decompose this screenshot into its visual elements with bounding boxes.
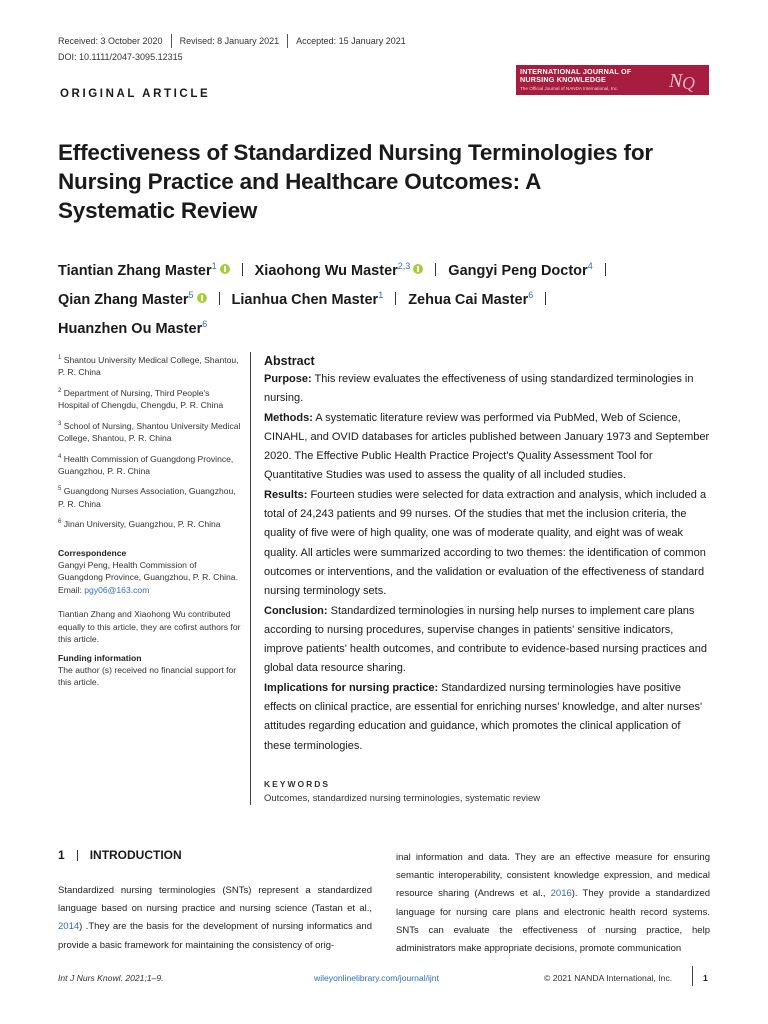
- journal-name: [520, 68, 631, 84]
- orcid-icon[interactable]: [220, 264, 230, 274]
- abstract-heading: Abstract: [264, 354, 315, 368]
- journal-subtitle: The Official Journal of NANDA International, Inc.: [520, 86, 619, 91]
- article-title: Effectiveness of Standardized Nursing Terminologies for Nursing Practice and Healthcare Outcomes: A Systematic Review: [58, 140, 653, 223]
- affiliation: $^3$ School of Nursing, Shantou University Medical College, Shantou, P. R. China: [58, 420, 241, 444]
- footer-copyright: © 2021 NANDA International, Inc.: [544, 973, 673, 983]
- keywords-text: Outcomes, standardized nursing terminologies, systematic review: [264, 793, 541, 804]
- citation-link[interactable]: 2014: [58, 921, 80, 933]
- affiliation: $^1$ Shantou University Medical College, Shantou, P. R. China: [58, 354, 239, 378]
- section-divider: [77, 850, 78, 861]
- revised-date: Revised: 8 January 2021: [179, 36, 280, 46]
- abstract-conclusion: Conclusion: Standardized terminologies in nursing help nurses to implement care plans according to nursing procedures, supervise changes in patients' sensitive indicators, improve patients' health outcomes, and contribute to evidence-based nursing practices and global data resource sharing.: [264, 604, 707, 675]
- footer-divider: [692, 966, 693, 986]
- abstract-purpose: Purpose: This review evaluates the effectiveness of using standardized terminologies in nursing.: [264, 373, 694, 405]
- author-divider: [242, 263, 243, 276]
- section-title: INTRODUCTION: [89, 848, 182, 862]
- abstract-results: Results: Fourteen studies were selected for data extraction and analysis, which included a total of 24,243 patients and 99 nurses. Of the studies that met the inclusion criteria, the quality of five were of high quality, one was of moderate quality, and eight was of weak quality. All articles were summarized according to two themes: the identification of common outcomes or interventions, and the validation or evaluation of the effectiveness of standard nursing terminology sets.: [264, 488, 707, 598]
- citation-link[interactable]: 2016: [550, 888, 572, 900]
- author-divider: [219, 292, 220, 305]
- accepted-date: Accepted: 15 January 2021: [296, 36, 406, 46]
- orcid-icon[interactable]: [413, 264, 423, 274]
- author-divider: [395, 292, 396, 305]
- journal-banner: [516, 65, 709, 95]
- abstract-methods: Methods: A systematic literature review was performed via PubMed, Web of Science, CINAHL, and OVID databases for articles published between January 1973 and September 2020. The Effective Public Health Practice Project's Quality Assessment Tool for Quantitative Studies was used to assess the quality of all included studies.: [264, 411, 710, 482]
- date-divider: [287, 34, 288, 48]
- funding-heading: Funding information: [58, 652, 142, 663]
- author-divider: [545, 292, 546, 305]
- orcid-icon[interactable]: [197, 293, 207, 303]
- abstract-implications: Implications for nursing practice: Standardized nursing terminologies have positive effects on clinical practice, are essential for enriching nurses' knowledge, and alter nurses' attitudes regarding education and guidance, which promotes the clinical application of these terminologies.: [264, 681, 703, 752]
- svg-text:N: N: [669, 70, 683, 92]
- svg-text:Q: Q: [682, 73, 695, 93]
- abstract: [264, 352, 710, 756]
- section-heading: [58, 848, 182, 862]
- section-number: 1: [58, 848, 65, 862]
- date-divider: [171, 34, 172, 48]
- page-number: 1: [703, 973, 708, 983]
- article-type: ORIGINAL ARTICLE: [60, 88, 211, 100]
- email-link[interactable]: pgy06@163.com: [84, 584, 150, 595]
- author-divider: [605, 263, 606, 276]
- author-divider: [435, 263, 436, 276]
- footer-citation: Int J Nurs Knowl. 2021;1–9.: [58, 973, 164, 983]
- correspondence-heading: Correspondence: [58, 547, 127, 558]
- affiliation: $^5$ Guangdong Nurses Association, Guangzhou, P. R. China: [58, 486, 236, 509]
- author[interactable]: Xiaohong Wu Master$^{2,3}$: [255, 254, 424, 283]
- doi: DOI: 10.1111/2047-3095.12315: [58, 52, 183, 62]
- article-info-column: [58, 352, 242, 695]
- affiliation: $^2$ Department of Nursing, Third People's Hospital of Chengdu, Chengdu, P. R. China: [58, 387, 224, 411]
- abstract-divider: [250, 352, 251, 805]
- affiliation: $^6$ Jinan University, Guangzhou, P. R. China: [58, 519, 221, 530]
- journal-name-line1: INTERNATIONAL JOURNAL OF: [520, 67, 632, 76]
- author[interactable]: Tiantian Zhang Master$^1$: [58, 254, 230, 283]
- author[interactable]: Zehua Cai Master$^6$: [408, 289, 534, 308]
- nanda-logo-icon: [667, 67, 703, 93]
- cofirst-author-note: Tiantian Zhang and Xiaohong Wu contributed equally to this article, they are cofirst authors for this article.: [58, 609, 241, 645]
- body-column-left: Standardized nursing terminologies (SNTs) represent a standardized language based on nursing practice and nursing science (Tastan et al., 2014) .They are the basis for the development of nursing informatics and provide a basic framework for maintaining the consistency of orig-: [58, 885, 372, 951]
- author[interactable]: Gangyi Peng Doctor$^4$: [448, 261, 593, 279]
- article-dates: [58, 34, 406, 48]
- footer-journal-link[interactable]: wileyonlinelibrary.com/journal/ijnt: [314, 973, 439, 983]
- affiliation: $^4$ Health Commission of Guangdong Province, Guangzhou, P. R. China: [58, 453, 234, 476]
- author[interactable]: Lianhua Chen Master$^1$: [231, 289, 384, 308]
- journal-name-line2: NURSING KNOWLEDGE: [520, 75, 607, 84]
- body-column-right: inal information and data. They are an effective measure for ensuring semantic interoperability, consistent knowledge expression, and medical resource sharing (Andrews et al., 2016). They provide a standardized language for nursing care plans and electronic health record systems. SNTs can evaluate the effectiveness of nursing practice, help administrators make appropriate decisions, promote communication: [396, 852, 710, 955]
- keywords-heading: KEYWORDS: [264, 779, 331, 789]
- correspondence-text: Gangyi Peng, Health Commission of Guangdong Province, Guangzhou, P. R. China.: [58, 559, 238, 583]
- author[interactable]: Huanzhen Ou Master$^6$: [58, 318, 208, 337]
- author[interactable]: Qian Zhang Master$^5$: [58, 283, 207, 312]
- received-date: Received: 3 October 2020: [58, 36, 163, 46]
- funding-text: The author (s) received no financial support for this article.: [58, 664, 237, 688]
- author-list: [58, 254, 698, 340]
- correspondence-email-line: Email: pgy06@163.com: [58, 584, 150, 595]
